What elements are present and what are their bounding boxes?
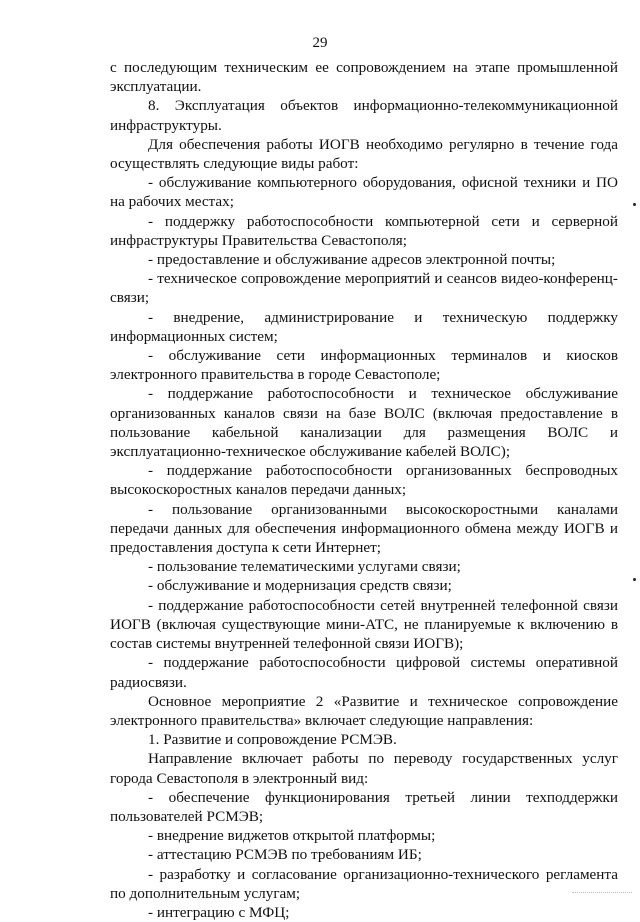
page-number: 29	[312, 35, 328, 51]
paragraph: - поддержание работоспособности организованных беспроводных высокоскоростных каналов передачи данных;	[110, 462, 618, 499]
paragraph: - аттестацию РСМЭВ по требованиям ИБ;	[148, 846, 422, 864]
paragraph: 8. Эксплуатация объектов информационно-телекоммуникационной инфраструктуры.	[110, 97, 618, 134]
paragraph: - поддержку работоспособности компьютерной сети и серверной инфраструктуры Правительства Севастополя;	[110, 212, 618, 249]
paragraph: - обслуживание и модернизация средств связи;	[148, 577, 452, 595]
paragraph: - обеспечение функционирования третьей линии техподдержки пользователей РСМЭВ;	[110, 788, 618, 825]
scan-mark	[633, 203, 636, 206]
paragraph: - предоставление и обслуживание адресов электронной почты;	[148, 251, 556, 269]
paragraph: - обслуживание сети информационных терминалов и киосков электронного правительства в городе Севастополе;	[110, 347, 618, 384]
paragraph: Основное мероприятие 2 «Развитие и техническое сопровождение электронного правительства» включает следующие направления:	[110, 692, 618, 729]
paragraph: - внедрение, администрирование и техническую поддержку информационных систем;	[110, 308, 618, 345]
paragraph: Направление включает работы по переводу государственных услуг города Севастополя в электронный вид:	[110, 750, 618, 787]
paragraph: - интеграцию с МФЦ;	[148, 903, 290, 921]
paragraph: - техническое сопровождение мероприятий и сеансов видео-конференц-связи;	[110, 270, 618, 307]
scan-artifact	[572, 892, 632, 895]
paragraph: - пользование организованными высокоскоростными каналами передачи данных для обеспечения информационного обмена между ИОГВ и предоставления доступа к сети Интернет;	[110, 500, 618, 557]
paragraph: - обслуживание компьютерного оборудования, офисной техники и ПО на рабочих местах;	[110, 174, 618, 211]
paragraph: - поддержание работоспособности цифровой системы оперативной радиосвязи.	[110, 654, 618, 691]
document-body	[110, 58, 618, 922]
paragraph: - разработку и согласование организационно-технического регламента по дополнительным услугам;	[110, 865, 618, 902]
paragraph: - поддержание работоспособности сетей внутренней телефонной связи ИОГВ (включая существующие мини-АТС, не планируемые к включению в состав системы внутренней телефонной связи ИОГВ);	[110, 596, 618, 653]
paragraph: - поддержание работоспособности и техническое обслуживание организованных каналов связи на базе ВОЛС (включая предоставление в пользование кабельной канализации для размещения ВОЛС и эксплуатационно-техническое обслуживание кабелей ВОЛС);	[110, 385, 618, 461]
paragraph: - пользование телематическими услугами связи;	[148, 558, 461, 576]
paragraph: 1. Развитие и сопровождение РСМЭВ.	[148, 731, 397, 749]
scan-mark	[633, 578, 636, 581]
paragraph: Для обеспечения работы ИОГВ необходимо регулярно в течение года осуществлять следующие виды работ:	[110, 135, 618, 173]
paragraph: - внедрение виджетов открытой платформы;	[148, 827, 436, 845]
paragraph: с последующим техническим ее сопровождением на этапе промышленной эксплуатации.	[110, 59, 618, 96]
